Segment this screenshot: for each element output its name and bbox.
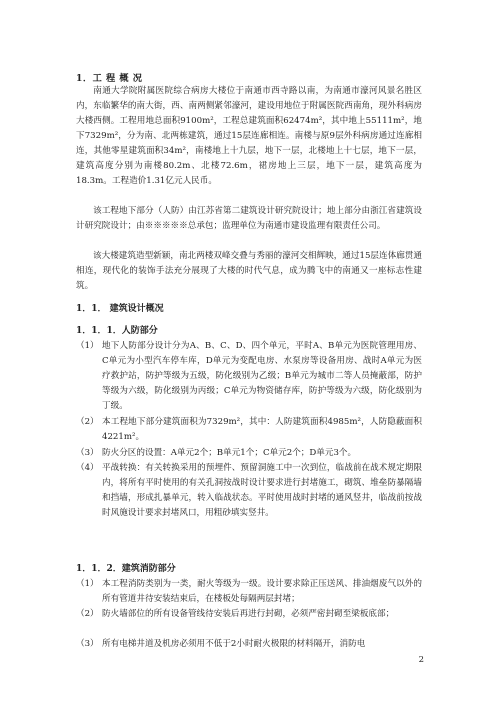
page-number: 2: [418, 655, 424, 665]
list-item-text: 防火墙部位的所有设备管线待安装后再进行封砌，必须严密封砌至梁板底部；: [102, 609, 395, 619]
list-item-number: （2）: [76, 609, 99, 619]
list-item-text: 地下人防部分设计分为A、B、C、D、四个单元，平时A、B单元为医院管理用房、C单元为小型汽车停车库，D单元为变配电房、水泵房等设备用房、战时A单元为医疗救护站，防护等级为五级，防化级别为乙级；B单元为城市二等人员掩蔽部，防护等级为六级，防化级别为丙级；C单元为物资储存库，防护等级为六级，防化级别为丁级。: [102, 341, 422, 411]
list-item-text: 本工程地下部分建筑面积为7329m²，其中：人防建筑面积4985m²，人防隐蔽面积4221m²。: [102, 417, 422, 442]
section-1-heading: 1．工 程 概 况: [76, 73, 143, 84]
list-item-text: 防火分区的设置：A单元2个；B单元1个；C单元2个；D单元3个。: [102, 448, 357, 458]
overview-paragraph-3-text: 该大楼建筑造型新颖，南北两楼双峰交叠与秀丽的濠河交相辉映，通过15层连体廊贯通相连，现代化的装饰手法充分展现了大楼的时代气息，成为腾飞中的南通又一座标志性建筑。: [76, 251, 422, 291]
overview-paragraph-2-text: 该工程地下部分（人防）由江苏省第二建筑设计研究院设计；地上部分由浙江省建筑设计研究院设计；由※※※※※总承包；监理单位为南通市建设监理有限责任公司。: [76, 206, 422, 231]
list-item-number: （1）: [76, 579, 99, 589]
section-1-1-heading: 1．1． 建筑设计概况: [76, 304, 164, 314]
list-item-text: 平战转换：有关转换采用的预埋件、预留洞施工中一次到位，临战前在战术规定期限内，将所有平时使用的有关孔洞按战时设计要求进行封堵施工，砌筑、堆垒防暴隔墙和挡墙，形成扎暴单元，转入临战状态。平时使用战时封堵的通风竖井，临战前按战时风施设计要求封堵风口，用粗砂填实竖井。: [102, 463, 422, 518]
overview-paragraph-2: [76, 204, 422, 234]
list-item-number: （3）: [76, 639, 99, 649]
list-item-text: 所有电梯井道及机房必须用不低于2小时耐火极限的材料隔开，消防电: [102, 639, 366, 649]
overview-paragraph-1-text: 南通大学院附属医院综合病房大楼位于南通市西寺路以南，为南通市濠河风景名胜区内，东临繁华的南大街，西、南两侧紧邻濠河，建设用地位于附属医院西南角，现外科病房大楼西侧。工程用地总面积9100m²，工程总建筑面积62474m²，其中地上55111m²，地下7329m²，分为南、北两栋建筑，通过15层连廊相连。南楼与原9层外科病房通过连廊相连，其他零星建筑面积34m²，南楼地上十九层，地下一层，北楼地上十七层，地下一层，建筑高度分别为南楼80.2m、北楼72.6m，裙房地上三层，地下一层，建筑高度为18.3m。工程造价1.31亿元人民币。: [76, 86, 422, 186]
list-item-number: （1）: [76, 341, 99, 351]
list-item-number: （3）: [76, 448, 99, 458]
list-item-text: 本工程消防类别为一类，耐火等级为一级。设计要求除正压送风、排油烟废气以外的所有管道井待安装结束后，在楼板处每隔两层封堵；: [102, 579, 422, 604]
list-item-number: （2）: [76, 417, 99, 427]
section-1-1-2-heading: 1．1．2．建筑消防部分: [76, 564, 176, 574]
list-item-number: （4）: [76, 463, 99, 473]
overview-paragraph-1: [76, 84, 422, 189]
section-1-1-1-heading: 1．1．1．人防部分: [76, 326, 158, 336]
overview-paragraph-3: [76, 249, 422, 294]
